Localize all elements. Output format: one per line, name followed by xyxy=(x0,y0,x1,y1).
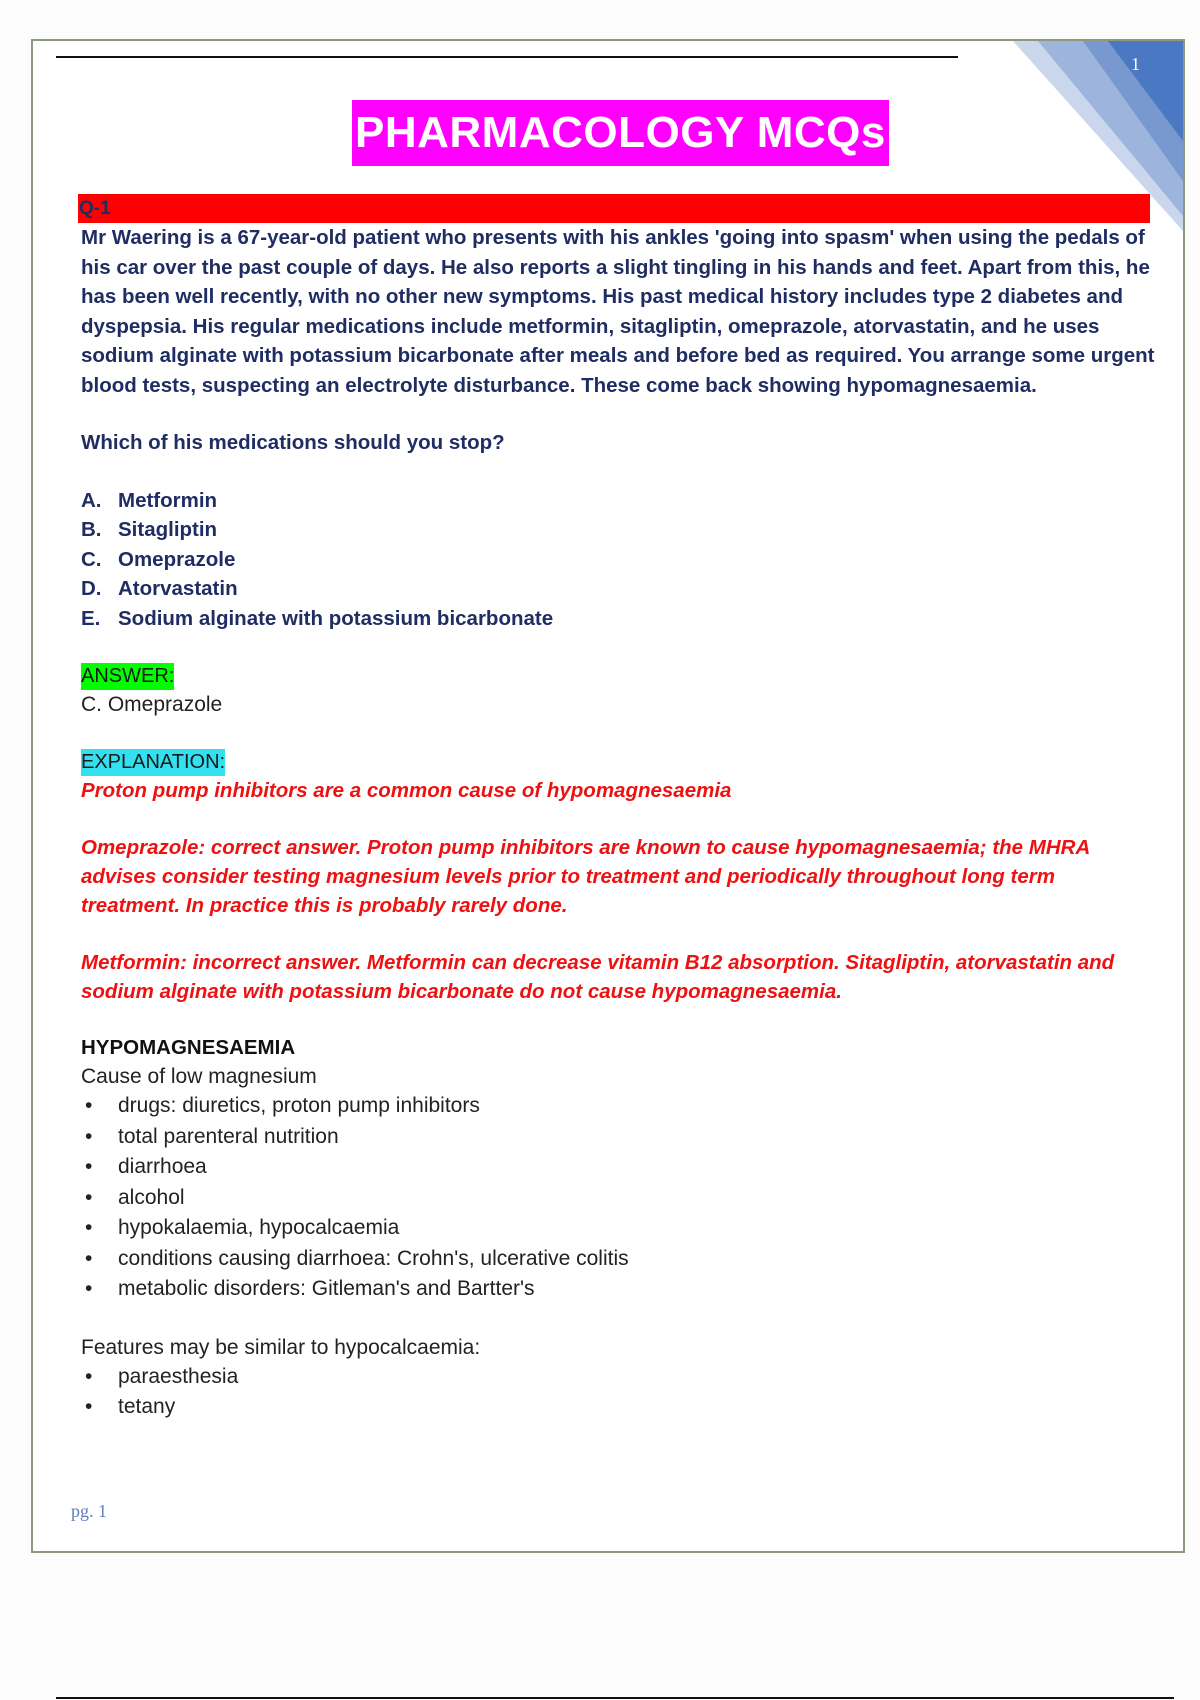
page-footer: pg. 1 xyxy=(71,1501,107,1521)
explanation-summary: Proton pump inhibitors are a common cause of hypomagnesaemia xyxy=(81,779,732,802)
list-item: • metabolic disorders: Gitleman's and Bartter's xyxy=(85,1277,535,1300)
option-a: A. Metformin xyxy=(81,488,218,512)
list-item: • tetany xyxy=(85,1395,176,1418)
list-item: • conditions causing diarrhoea: Crohn's, ulcerative colitis xyxy=(85,1246,629,1270)
answer-options xyxy=(81,486,1156,634)
causes-list xyxy=(81,1091,1156,1305)
option-e: E. Sodium alginate with potassium bicarbonate xyxy=(81,606,554,630)
notes-heading: HYPOMAGNESAEMIA xyxy=(81,1036,296,1059)
question-stem: Mr Waering is a 67-year-old patient who presents with his ankles 'going into spasm' when using the pedals of his car over the past couple of days. He also reports a slight tingling in his hands and feet. Apart from this, he has been well recently, with no other new symptoms. His past medical history includes type 2 diabetes and dyspepsia. His regular medications include metformin, sitagliptin, omeprazole, atorvastatin, and he uses sodium alginate with potassium bicarbonate after meals and before bed as required. You arrange some urgent blood tests, suspecting an electrolyte disturbance. These come back showing hypomagnesaemia. xyxy=(81,226,1155,397)
option-b: B. Sitagliptin xyxy=(81,518,218,541)
list-item: • total parenteral nutrition xyxy=(85,1124,339,1148)
answer-text: C. Omeprazole xyxy=(81,693,223,716)
question-label-bar: Q-1 xyxy=(78,194,1150,223)
main-content xyxy=(81,223,1156,1423)
causes-intro: Cause of low magnesium xyxy=(81,1065,317,1088)
option-c: C. Omeprazole xyxy=(81,547,236,571)
header-rule xyxy=(56,56,958,58)
bottom-rule xyxy=(56,1697,1174,1699)
list-item: • hypokalaemia, hypocalcaemia xyxy=(85,1216,400,1239)
answer-label: ANSWER: xyxy=(81,663,174,690)
features-intro: Features may be similar to hypocalcaemia: xyxy=(81,1335,481,1359)
option-d: D. Atorvastatin xyxy=(81,577,238,600)
page-number: 1 xyxy=(1131,54,1140,74)
list-item: • diarrhoea xyxy=(85,1155,207,1178)
page-title: PHARMACOLOGY MCQs xyxy=(352,100,889,166)
list-item: • drugs: diuretics, proton pump inhibitors xyxy=(85,1094,480,1117)
list-item: • alcohol xyxy=(85,1185,185,1209)
question-prompt: Which of his medications should you stop? xyxy=(81,431,505,454)
list-item: • paraesthesia xyxy=(85,1364,239,1388)
features-list xyxy=(81,1362,1156,1423)
explanation-label: EXPLANATION: xyxy=(81,749,225,776)
explanation-correct: Omeprazole: correct answer. Proton pump inhibitors are known to cause hypomagnesaemia; the MHRA advises consider testing magnesium levels prior to treatment and periodically throughout long term treatment. In practice this is probably rarely done. xyxy=(81,836,1090,917)
explanation-incorrect: Metformin: incorrect answer. Metformin can decrease vitamin B12 absorption. Sitagliptin, atorvastatin and sodium alginate with potassium bicarbonate do not cause hypomagnesaemia. xyxy=(81,951,1115,1003)
